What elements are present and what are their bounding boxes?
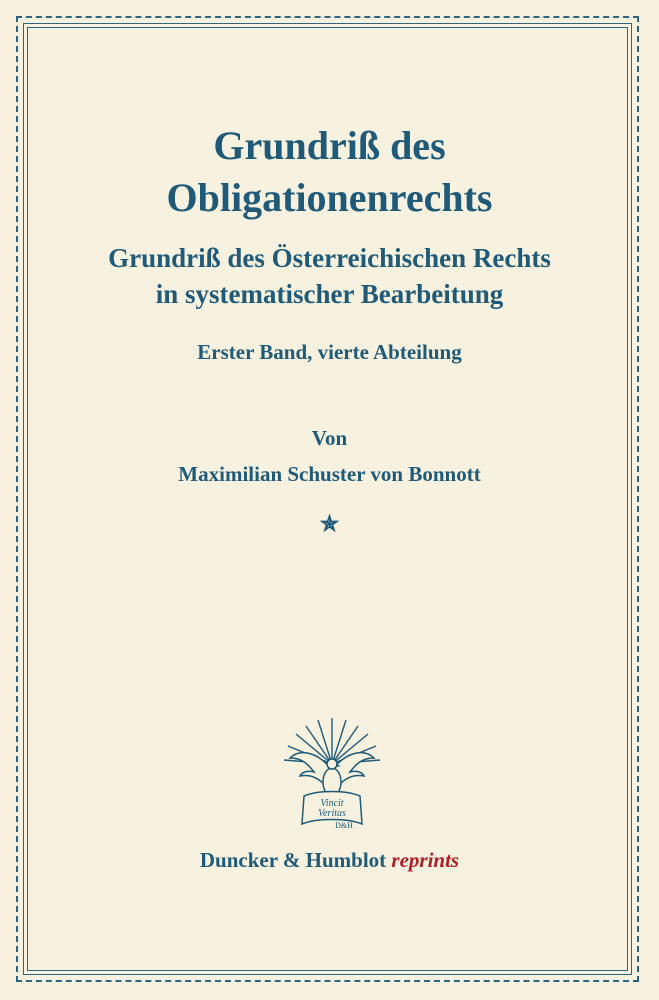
emblem-motto-1: Vincit <box>320 798 344 809</box>
emblem-initials: D&H <box>335 821 353 830</box>
publisher-name: Duncker & Humblot <box>199 848 387 872</box>
series-title <box>0 240 659 312</box>
title-line-1: Grundriß des <box>213 123 446 168</box>
series-line-1: Grundriß des Österreichischen Rechts <box>108 243 551 273</box>
author-prefix: Von <box>311 426 348 450</box>
book-title <box>0 120 659 224</box>
emblem-motto-2: Veritas <box>318 808 346 819</box>
title-line-2: Obligationenrechts <box>166 175 493 220</box>
star-ornament-icon: ✯ <box>320 511 339 536</box>
publisher-series: reprints <box>391 848 460 872</box>
publisher-eagle-emblem-icon <box>278 712 386 838</box>
volume-info: Erster Band, vierte Abteilung <box>197 340 462 364</box>
publisher-line <box>0 846 659 874</box>
series-line-2: in systematischer Bearbeitung <box>155 279 504 309</box>
author-name: Maximilian Schuster von Bonnott <box>178 462 481 486</box>
